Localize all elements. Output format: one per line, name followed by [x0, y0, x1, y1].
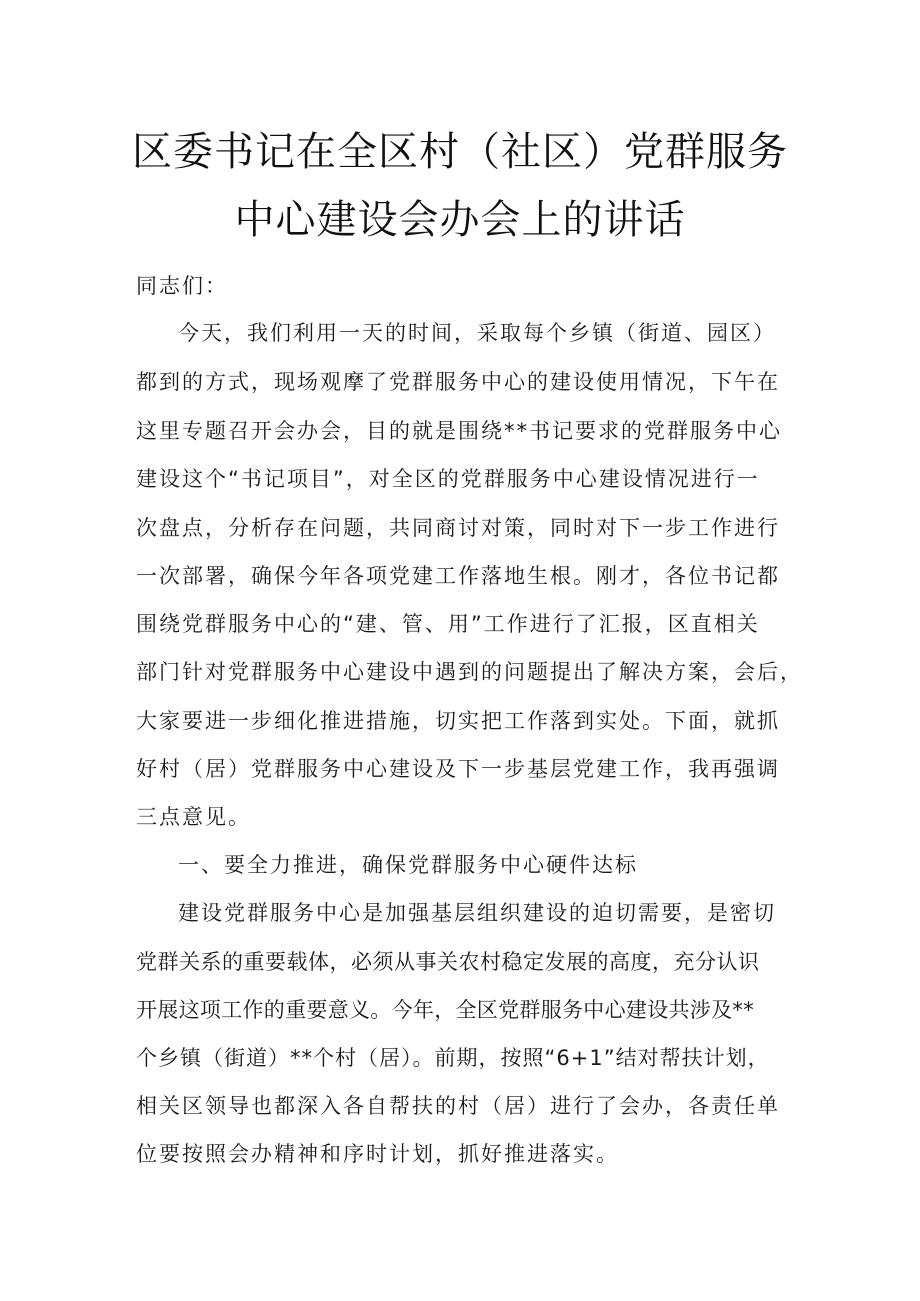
paragraph-1-line-6: 一次部署，确保今年各项党建工作落地生根。刚才，各位书记都 — [136, 564, 780, 588]
paragraph-2-line-6: 位要按照会办精神和序时计划，抓好推进落实。 — [136, 1142, 619, 1166]
paragraph-1-line-2: 都到的方式，现场观摩了党群服务中心的建设使用情况，下午在 — [136, 370, 780, 394]
paragraph-2-line-1: 建设党群服务中心是加强基层组织建设的迫切需要，是密切 — [178, 901, 776, 925]
paragraph-1-line-11: 三点意见。 — [136, 805, 251, 829]
paragraph-1-line-10: 好村（居）党群服务中心建设及下一步基层党建工作，我再强调 — [136, 757, 780, 781]
document-title-line-2: 中心建设会办会上的讲话 — [234, 197, 686, 243]
salutation: 同志们： — [136, 274, 228, 298]
paragraph-2-line-4: 个乡镇（街道）**个村（居）。前期，按照“6+1”结对帮扶计划， — [136, 1046, 770, 1070]
paragraph-1-line-4: 建设这个“书记项目”，对全区的党群服务中心建设情况进行一 — [136, 467, 760, 491]
paragraph-1-line-9: 大家要进一步细化推进措施，切实把工作落到实处。下面，就抓 — [136, 709, 780, 733]
paragraph-2-line-2: 党群关系的重要载体，必须从事关农村稳定发展的高度，充分认识 — [136, 950, 760, 974]
paragraph-1-line-1: 今天，我们利用一天的时间，采取每个乡镇（街道、园区） — [178, 321, 776, 345]
paragraph-1-line-5: 次盘点，分析存在问题，共同商讨对策，同时对下一步工作进行 — [136, 516, 780, 540]
section-heading-1: 一、要全力推进，确保党群服务中心硬件达标 — [178, 853, 638, 877]
document-title-line-1: 区委书记在全区村（社区）党群服务 — [132, 129, 788, 175]
paragraph-2-line-5: 相关区领导也都深入各自帮扶的村（居）进行了会办，各责任单 — [136, 1094, 780, 1118]
paragraph-1-line-7: 围绕党群服务中心的“建、管、用”工作进行了汇报，区直相关 — [136, 612, 760, 636]
paragraph-1-line-3: 这里专题召开会办会，目的就是围绕**书记要求的党群服务中心 — [136, 419, 782, 443]
paragraph-2-line-3: 开展这项工作的重要意义。今年，全区党群服务中心建设共涉及** — [136, 998, 754, 1022]
paragraph-1-line-8: 部门针对党群服务中心建设中遇到的问题提出了解决方案，会后， — [136, 660, 803, 684]
